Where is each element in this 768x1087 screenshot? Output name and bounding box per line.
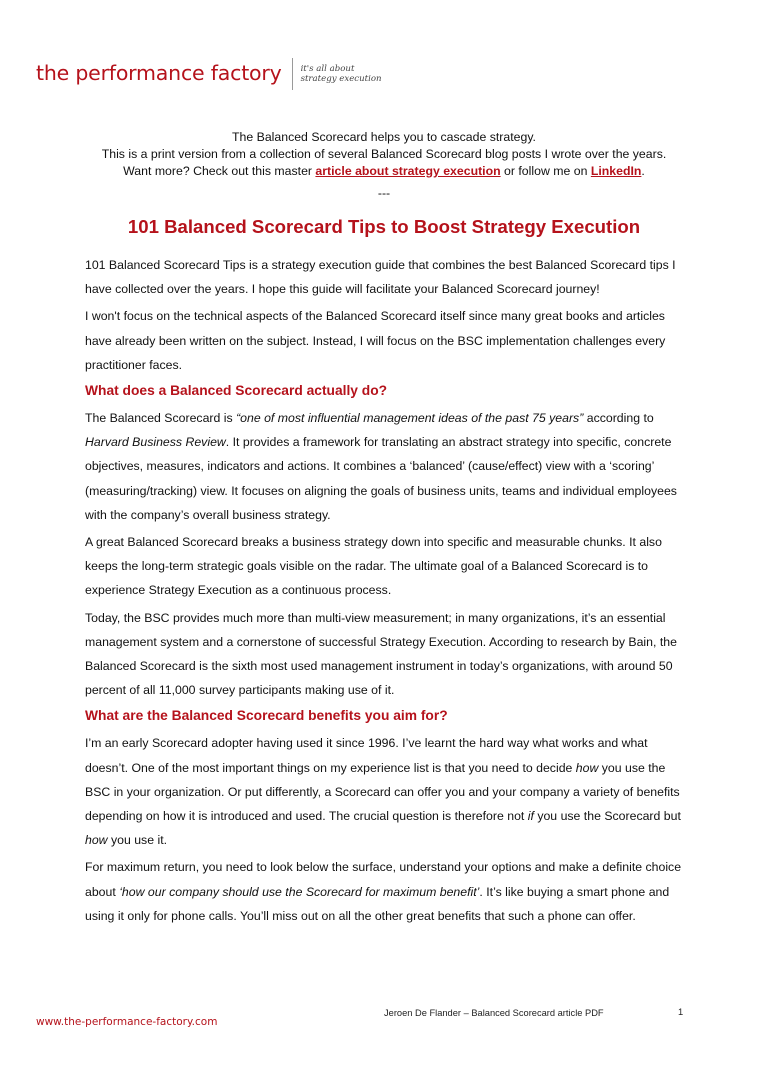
linkedin-link[interactable]: LinkedIn: [590, 164, 642, 178]
logo-tagline: [301, 58, 382, 84]
intro-text: Want more? Check out this master: [123, 164, 316, 178]
text-run: The Balanced Scorecard is: [85, 411, 237, 426]
text-run: according to: [583, 411, 654, 426]
intro-block: [80, 129, 688, 202]
footer-website[interactable]: www.the-performance-factory.com: [36, 1016, 218, 1028]
section-heading: What are the Balanced Scorecard benefits you aim for?: [85, 708, 448, 724]
text-run: For maximum return, you need to look below the surface, understand your options and make a definite choice about: [85, 860, 682, 899]
document-title: 101 Balanced Scorecard Tips to Boost Strategy Execution: [127, 216, 641, 237]
page-number: 1: [678, 1007, 684, 1017]
intro-text: .: [641, 164, 645, 178]
paragraph: A great Balanced Scorecard breaks a business strategy down into specific and measurable chunks. It also keeps the long-term strategic goals visible on the radar. The ultimate goal of a Balanced Scorecard is to experience Strategy Execution as a continuous process.: [85, 535, 662, 598]
text-run: you use the BSC in your organization. Or put differently, a Scorecard can offer you and your company a variety of benefits depending on how it is introduced and used. The crucial question is therefore not: [85, 760, 680, 824]
article-link[interactable]: article about strategy execution: [315, 164, 501, 178]
tagline-line-1: it's all about: [300, 64, 355, 74]
tagline-line-2: strategy execution: [300, 74, 382, 84]
quote-text: ‘how our company should use the Scorecard for maximum benefit’: [119, 884, 480, 899]
source-text: Harvard Business Review: [85, 435, 226, 450]
separator: ---: [377, 186, 391, 200]
logo-name: the performance factory: [36, 61, 282, 85]
text-run: you use the Scorecard but: [533, 809, 681, 824]
intro-text: or follow me on: [500, 164, 591, 178]
company-logo: [36, 58, 382, 94]
text-run: . It provides a framework for translating an abstract strategy into specific, concrete objectives, measures, indicators and actions. It combines a ‘balanced’ (cause/effect) view with a ‘scoring’ (measuring/tracking) view. It focuses on aligning the goals of business units, teams and individual employees with the company’s overall business strategy.: [85, 435, 677, 522]
paragraph: I won't focus on the technical aspects of the Balanced Scorecard itself since many great books and articles have already been written on the subject. Instead, I will focus on the BSC implementation challenges every practitioner faces.: [85, 309, 666, 372]
paragraph: 101 Balanced Scorecard Tips is a strategy execution guide that combines the best Balanced Scorecard tips I have collected over the years. I hope this guide will facilitate your Balanced Scorecard journey!: [85, 258, 676, 297]
footer-author: Jeroen De Flander – Balanced Scorecard article PDF: [384, 1008, 604, 1018]
paragraph: Today, the BSC provides much more than multi-view measurement; in many organizations, it’s an essential management system and a cornerstone of successful Strategy Execution. According to research by Bain, the Balanced Scorecard is the sixth most used management instrument in today’s organizations, with around 50 percent of all 11,000 survey participants making use of it.: [85, 610, 677, 698]
intro-line-1: The Balanced Scorecard helps you to cascade strategy.: [232, 130, 536, 144]
emphasis-text: how: [575, 760, 599, 775]
logo-divider: [292, 58, 293, 90]
intro-line-3: [80, 163, 688, 180]
paragraph: [85, 406, 685, 527]
intro-line-2: This is a print version from a collection of several Balanced Scorecard blog posts I wrote over the years.: [101, 147, 667, 161]
section-heading: What does a Balanced Scorecard actually do?: [85, 383, 388, 399]
emphasis-text: how: [85, 833, 108, 848]
text-run: . It’s like buying a smart phone and using it only for phone calls. You’ll miss out on all the other great benefits that such a phone can offer.: [85, 884, 670, 923]
paragraph: [85, 855, 685, 928]
article-body: [85, 253, 685, 928]
text-run: you use it.: [107, 833, 168, 848]
text-run: I’m an early Scorecard adopter having used it since 1996. I’ve learnt the hard way what works and what doesn’t. One of the most important things on my experience list is that you need to decide: [85, 736, 648, 775]
quote-text: “one of most influential management ideas of the past 75 years”: [236, 411, 584, 426]
paragraph: [85, 731, 685, 852]
emphasis-text: if: [527, 809, 534, 824]
